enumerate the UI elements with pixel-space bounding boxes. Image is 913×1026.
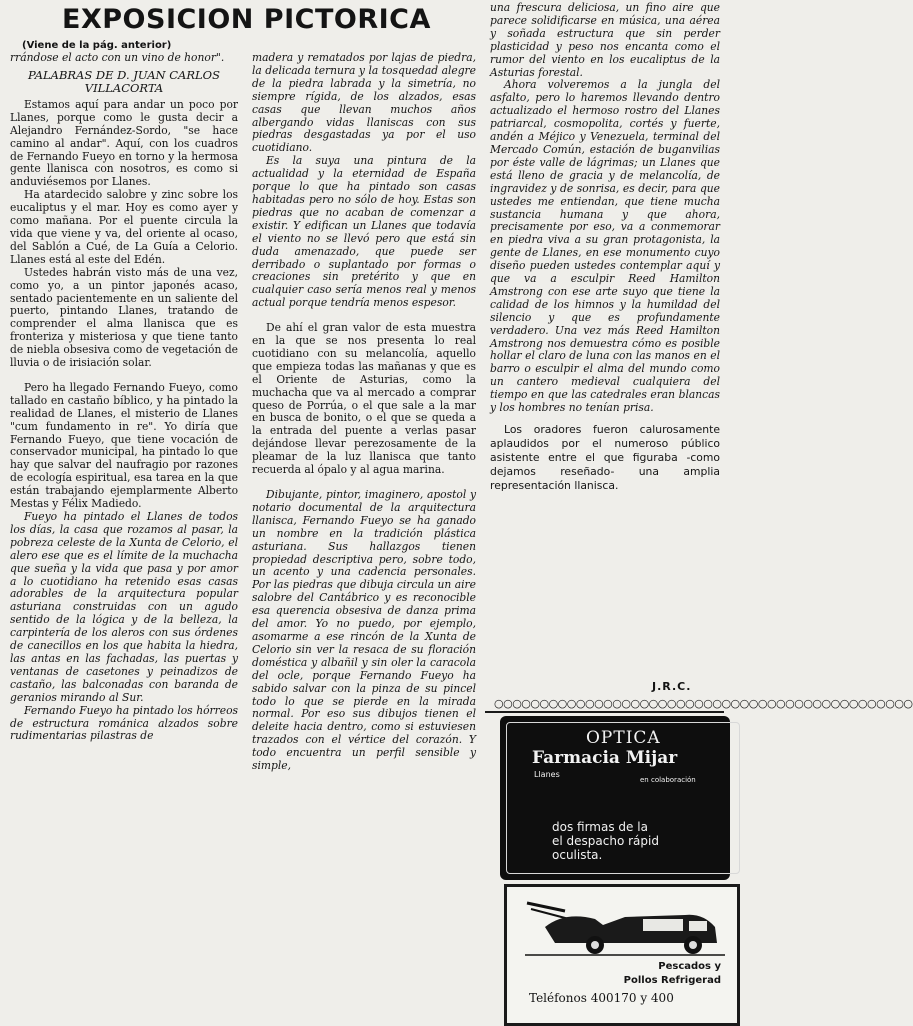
divider-rule	[485, 711, 724, 713]
paragraph: Ha atardecido salobre y zinc sobre los eucaliptus y el mar. Hoy es como ayer y como mañana. Por el puente circula la vida que viene y va, del oriente al ocaso, del Sablón a Cué, de La Guía a Celorio. Llanes está al este del Edén.	[10, 188, 238, 266]
paragraph: Fueyo ha pintado el Llanes de todos los días, la casa que rozamos al pasar, la pobreza celeste de la Xunta de Celorio, el alero ese que es el límite de la muchacha que sueña y la vida que pasa y por amor a lo cuotidiano ha retenido esas casas adorables de la arquitectura popular asturiana construidas con un agudo sentido de la lógica y de la belleza, la carpintería de los aleros con sus órdenes de canecillos en los que habita la hiedra, las antas en las fachadas, las puertas y ventanas de casetones y peinadizos de castaño, las balconadas con baranda de geranios mirando al Sur.	[10, 510, 238, 704]
paragraph: una frescura deliciosa, un fino aire que parece solidificarse en música, una aérea y soñada estructura que sin perder plasticidad y peso nos encanta como el rumor del viento en los eucaliptus de la Asturias forestal.	[490, 1, 720, 79]
paragraph: Ahora volveremos a la jungla del asfalto, pero lo haremos llevando dentro actualizado el hermoso rostro del Llanes patriarcal, cosmopolita, cortés y fuerte, andén a Méjico y Venezuela, terminal del Mercado Común, estación de buganvilias por éste valle de lágrimas; un Llanes que está lleno de gracia y de melancolía, de ingravidez y de sonrisa, es decir, para que ustedes me entiendan, que tiene mucha sustancia humana y que ahora, precisamente por eso, va a conmemorar en piedra viva a su gran protagonista, la gente de Llanes, en ese monumento cuyo diseño pueden ustedes contemplar aquí y que va a esculpir Reed Hamilton Amstrong con ese arte suyo que tiene la calidad de los himnos y la humildad del silencio y que es profundamente verdadero. Una vez más Reed Hamilton Amstrong nos demuestra cómo es posible hollar el claro de luna con las manos en el barro o esculpir el alma del mundo como un cantero medieval cualquiera del tiempo en que las catedrales eran blancas y los hombres no tenían prisa.	[490, 78, 720, 415]
ad-body-line: oculista.	[552, 848, 603, 862]
ad-body-line: el despacho rápid	[552, 834, 659, 848]
ad-town: Llanes	[534, 770, 560, 779]
ad-body	[552, 820, 659, 862]
paragraph: Ustedes habrán visto más de una vez, como yo, a un pintor japonés acaso, sentado pacientemente en un saliente del puerto, pintando Llanes, tratando de comprender el alma llanisca que es fronteriza y misteriosa y que tiene tanto de niebla obsesiva como de vegetación de lluvia o de irisiación solar.	[10, 265, 238, 370]
ad-brand: OPTICA	[586, 728, 661, 748]
ornamental-border: ○○○○○○○○○○○○○○○○○○○○○○○○○○○○○○○○○○○○○○○○○○○○○○	[494, 697, 913, 710]
paragraph: Es la suya una pintura de la actualidad y la eternidad de España porque lo que ha pintado son casas habitadas pero no sólo de hoy. Estas son piedras que no acaban de comenzar a existir. Y edifican un Llanes que todavía el viento no se llevó pero que está sin duda amenazado, que puede ser derribado o suplantado por formas o creaciones sin pretérito y que en cualquier caso sería menos real y menos actual porque tendría menos espesor.	[252, 154, 476, 310]
paragraph: Fernando Fueyo ha pintado los hórreos de estructura románica alzados sobre rudimentarias pilastras de	[10, 703, 238, 743]
paragraph: Dibujante, pintor, imaginero, apostol y notario documental de la arquitectura llanisca, Fernando Fueyo se ha ganado un nombre en la tradición plástica asturiana. Sus hallazgos tienen propiedad descriptiva pero, sobre todo, un acento y una cadencia personales. Por las piedras que dibuja circula un aire salobre del Cantábrico y es reconocible esa querencia obsesiva de danza prima del amor. Yo no puedo, por ejemplo, asomarme a ese rincón de la Xunta de Celorio sin ver la resaca de su floración doméstica y albañil y sin oler la caracola del ocle, porque Fernando Fueyo ha sabido salvar con la pinza de su pincel todo lo que se pierde en la mirada normal. Por eso sus dibujos tienen el deleite hacia dentro, como si estuviesen trazados con el vértice del corazón. Y todo encuentra un perfil sensible y simple,	[252, 488, 476, 773]
closing-paragraph: Los oradores fueron calurosamente aplaudidos por el numeroso público asistente entre el que figuraba -como dejamos reseñado- una amplia representación llanisca.	[490, 423, 720, 492]
paragraph: De ahí el gran valor de esta muestra en la que se nos presenta lo real cuotidiano con su melancolía, aquello que empieza todas las mañanas y que es el Oriente de Asturias, como la muchacha que va al mercado a comprar queso de Porrúa, o el que sale a la mar en busca de bonito, o el que se queda a la entrada del puente a verlas pasar dejándose llevar perezosamente de la pleamar de la luz llanisca que tanto recuerda al ópalo y al agua marina.	[252, 321, 476, 477]
article-column-1	[10, 52, 238, 1020]
paragraph: Estamos aquí para andar un poco por Llanes, porque como le gusta decir a Alejandro Fernández-Sordo, "se hace camino al andar". Aquí, con los cuadros de Fernando Fueyo en torno y la hermosa gente llanisca con nosotros, es como si anduviésemos por Llanes.	[10, 97, 238, 189]
paragraph: madera y rematados por lajas de piedra, la delicada ternura y la tosquedad alegre de la piedra labrada y la simetría, no siempre rígida, de los alzados, esas casas que llevan muchos años albergando vidas llaniscas con sus piedras desgastadas ya por el uso cuotidiano.	[252, 51, 476, 155]
delivery-truck-icon	[525, 897, 725, 959]
ad-line-pollos: Pollos Refrigerad	[623, 975, 721, 986]
ad-line-pescados: Pescados y	[658, 961, 721, 972]
paragraph: rrándose el acto con un vino de honor".	[10, 51, 225, 64]
author-signature: J.R.C.	[652, 680, 692, 693]
article-column-3	[490, 2, 720, 602]
paragraph: Pero ha llegado Fernando Fueyo, como tallado en castaño bíblico, y ha pintado la realidad de Llanes, el misterio de Llanes "cum fundamento in re". Yo diría que Fernando Fueyo, que tiene vocación de conservador municipal, ha pintado lo que hay que salvar del naufragio por razones de ecología espiritual, esa tarea en la que están trabajando ejemplarmente Alberto Mestas y Félix Madiedo.	[10, 380, 238, 511]
ad-business-name: Farmacia Mijar	[532, 748, 678, 768]
continued-note: (Viene de la pág. anterior)	[22, 40, 172, 51]
ad-collab: en colaboración	[640, 776, 696, 784]
pollos-advertisement	[504, 884, 740, 1026]
ad-phones: Teléfonos 400170 y 400	[529, 991, 674, 1005]
ad-body-line: dos firmas de la	[552, 820, 648, 834]
optica-advertisement	[500, 716, 730, 880]
article-column-2	[252, 52, 476, 1020]
speech-subhead: PALABRAS DE D. JUAN CARLOS VILLACORTA	[28, 67, 220, 95]
article-headline: EXPOSICION PICTORICA	[62, 4, 431, 35]
